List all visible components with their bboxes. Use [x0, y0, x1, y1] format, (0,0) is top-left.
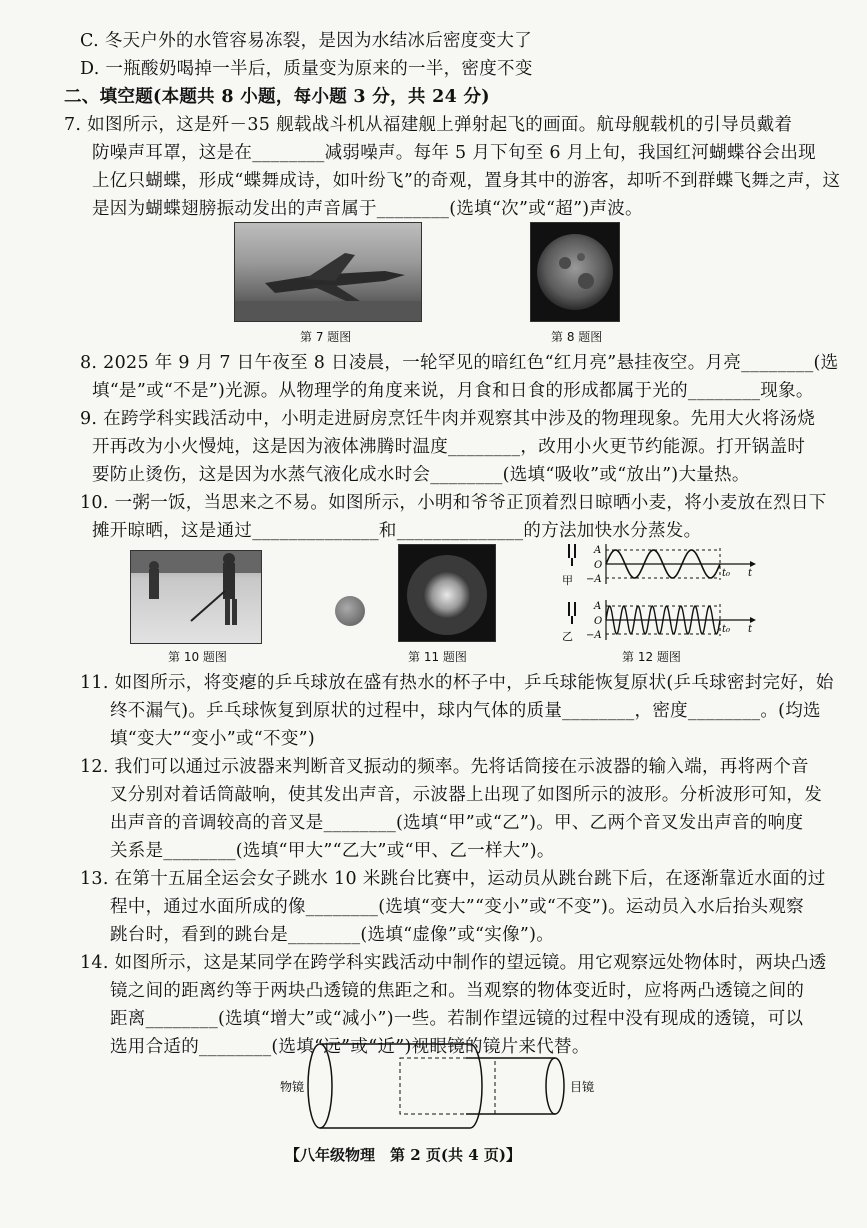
fig11-cup-photo — [398, 544, 496, 642]
q12-line2: 叉分别对着话筒敲响，使其发出声音，示波器上出现了如图所示的波形。分析波形可知，发 — [110, 785, 822, 805]
label-t0-top: t₀ — [722, 568, 731, 579]
fig7-caption: 第 7 题图 — [300, 330, 352, 344]
fig8-moon-photo — [530, 222, 620, 322]
label-nega-top: −A — [586, 574, 602, 585]
q11-line3: 填“变大”“变小”或“不变”) — [110, 729, 316, 749]
fig14-telescope-diagram — [270, 1036, 610, 1136]
label-jia: 甲 — [562, 574, 573, 587]
eyepiece-label: 目镜 — [570, 1080, 595, 1094]
q14-line3: 距离________(选填“增大”或“减小”)一些。若制作望远镜的过程中没有现成的透镜，可以 — [110, 1009, 804, 1029]
fig7-jet-photo — [234, 222, 422, 322]
tuning-fork-icon-jia — [569, 544, 575, 566]
q13-line1: 13. 在第十五届全运会女子跳水 10 米跳台比赛中，运动员从跳台跳下后，在逐渐靠近水面的过 — [80, 869, 826, 889]
q9-line3: 要防止烫伤，这是因为水蒸气液化成水时会________(选填“吸收”或“放出”)大量热。 — [92, 465, 750, 485]
fig8-caption: 第 8 题图 — [551, 330, 603, 344]
option-d: D. 一瓶酸奶喝掉一半后，质量变为原来的一半，密度不变 — [80, 59, 533, 79]
label-o-top: O — [594, 560, 603, 571]
q7-line1: 7. 如图所示，这是歼－35 舰载战斗机从福建舰上弹射起飞的画面。航母舰载机的引导员戴着 — [64, 115, 793, 135]
q13-line2: 程中，通过水面所成的像________(选填“变大”“变小”或“不变”)。运动员入水后抬头观察 — [110, 897, 804, 917]
q8-line1: 8. 2025 年 9 月 7 日午夜至 8 日凌晨，一轮罕见的暗红色“红月亮”悬挂夜空。月亮________(选 — [80, 353, 839, 373]
option-c: C. 冬天户外的水管容易冻裂，是因为水结冰后密度变大了 — [80, 31, 532, 51]
q12-line4: 关系是________(选填“甲大”“乙大”或“甲、乙一样大”)。 — [110, 841, 555, 861]
fig12-caption: 第 12 题图 — [622, 650, 681, 664]
fig10-caption: 第 10 题图 — [168, 650, 227, 664]
section-heading: 二、填空题(本题共 8 小题，每小题 3 分，共 24 分) — [64, 87, 490, 107]
q14-line4: 选用合适的________(选填“远”或“近”)视眼镜的镜片来代替。 — [110, 1037, 590, 1057]
q14-line1: 14. 如图所示，这是某同学在跨学科实践活动中制作的望远镜。用它观察远处物体时，两块凸透 — [80, 953, 827, 973]
q11-line1: 11. 如图所示，将变瘪的乒乓球放在盛有热水的杯子中，乒乓球能恢复原状(乒乓球密封完好，始 — [80, 673, 834, 693]
fig10-wheat-photo — [130, 550, 262, 644]
q12-line1: 12. 我们可以通过示波器来判断音叉振动的频率。先将话筒接在示波器的输入端，再将两个音 — [80, 757, 809, 777]
label-t-top: t — [748, 568, 753, 579]
label-a-bottom: A — [594, 601, 602, 612]
q10-line2: 摊开晾晒，这是通过______________和______________的方法加快水分蒸发。 — [92, 521, 702, 541]
label-o-bottom: O — [594, 616, 603, 627]
fig11-small-ball — [335, 596, 365, 626]
q10-line1: 10. 一粥一饭，当思来之不易。如图所示，小明和爷爷正顶着烈日晾晒小麦，将小麦放在烈日下 — [80, 493, 827, 513]
page-footer: 【八年级物理 第 2 页(共 4 页)】 — [285, 1146, 521, 1164]
label-yi: 乙 — [562, 630, 573, 643]
label-nega-bottom: −A — [586, 630, 602, 641]
q12-line3: 出声音的音调较高的音叉是________(选填“甲”或“乙”)。甲、乙两个音叉发出声音的响度 — [110, 813, 804, 833]
q13-line3: 跳台时，看到的跳台是________(选填“虚像”或“实像”)。 — [110, 925, 555, 945]
q7-line4: 是因为蝴蝶翅膀振动发出的声音属于________(选填“次”或“超”)声波。 — [92, 199, 643, 219]
label-t0-bottom: t₀ — [722, 624, 731, 635]
label-a-top: A — [594, 545, 602, 556]
tuning-fork-icon-yi — [569, 602, 575, 624]
q14-line2: 镜之间的距离约等于两块凸透镜的焦距之和。当观察的物体变近时，应将两凸透镜之间的 — [110, 981, 805, 1001]
fig11-caption: 第 11 题图 — [408, 650, 467, 664]
objective-label: 物镜 — [280, 1080, 305, 1094]
q7-line3: 上亿只蝴蝶，形成“蝶舞成诗，如叶纷飞”的奇观，置身其中的游客，却听不到群蝶飞舞之声，这 — [92, 171, 841, 191]
q8-line2: 填“是”或“不是”)光源。从物理学的角度来说，月食和日食的形成都属于光的________现象。 — [92, 381, 814, 401]
fig12-waveforms — [560, 540, 760, 644]
q9-line1: 9. 在跨学科实践活动中，小明走进厨房烹饪牛肉并观察其中涉及的物理现象。先用大火将汤烧 — [80, 409, 816, 429]
q7-line2: 防噪声耳罩，这是在________减弱噪声。每年 5 月下旬至 6 月上旬，我国红河蝴蝶谷会出现 — [92, 143, 816, 163]
q9-line2: 开再改为小火慢炖，这是因为液体沸腾时温度________，改用小火更节约能源。打开锅盖时 — [92, 437, 806, 457]
label-t-bottom: t — [748, 624, 753, 635]
q11-line2: 终不漏气)。乒乓球恢复到原状的过程中，球内气体的质量________，密度________。(均选 — [110, 701, 821, 721]
